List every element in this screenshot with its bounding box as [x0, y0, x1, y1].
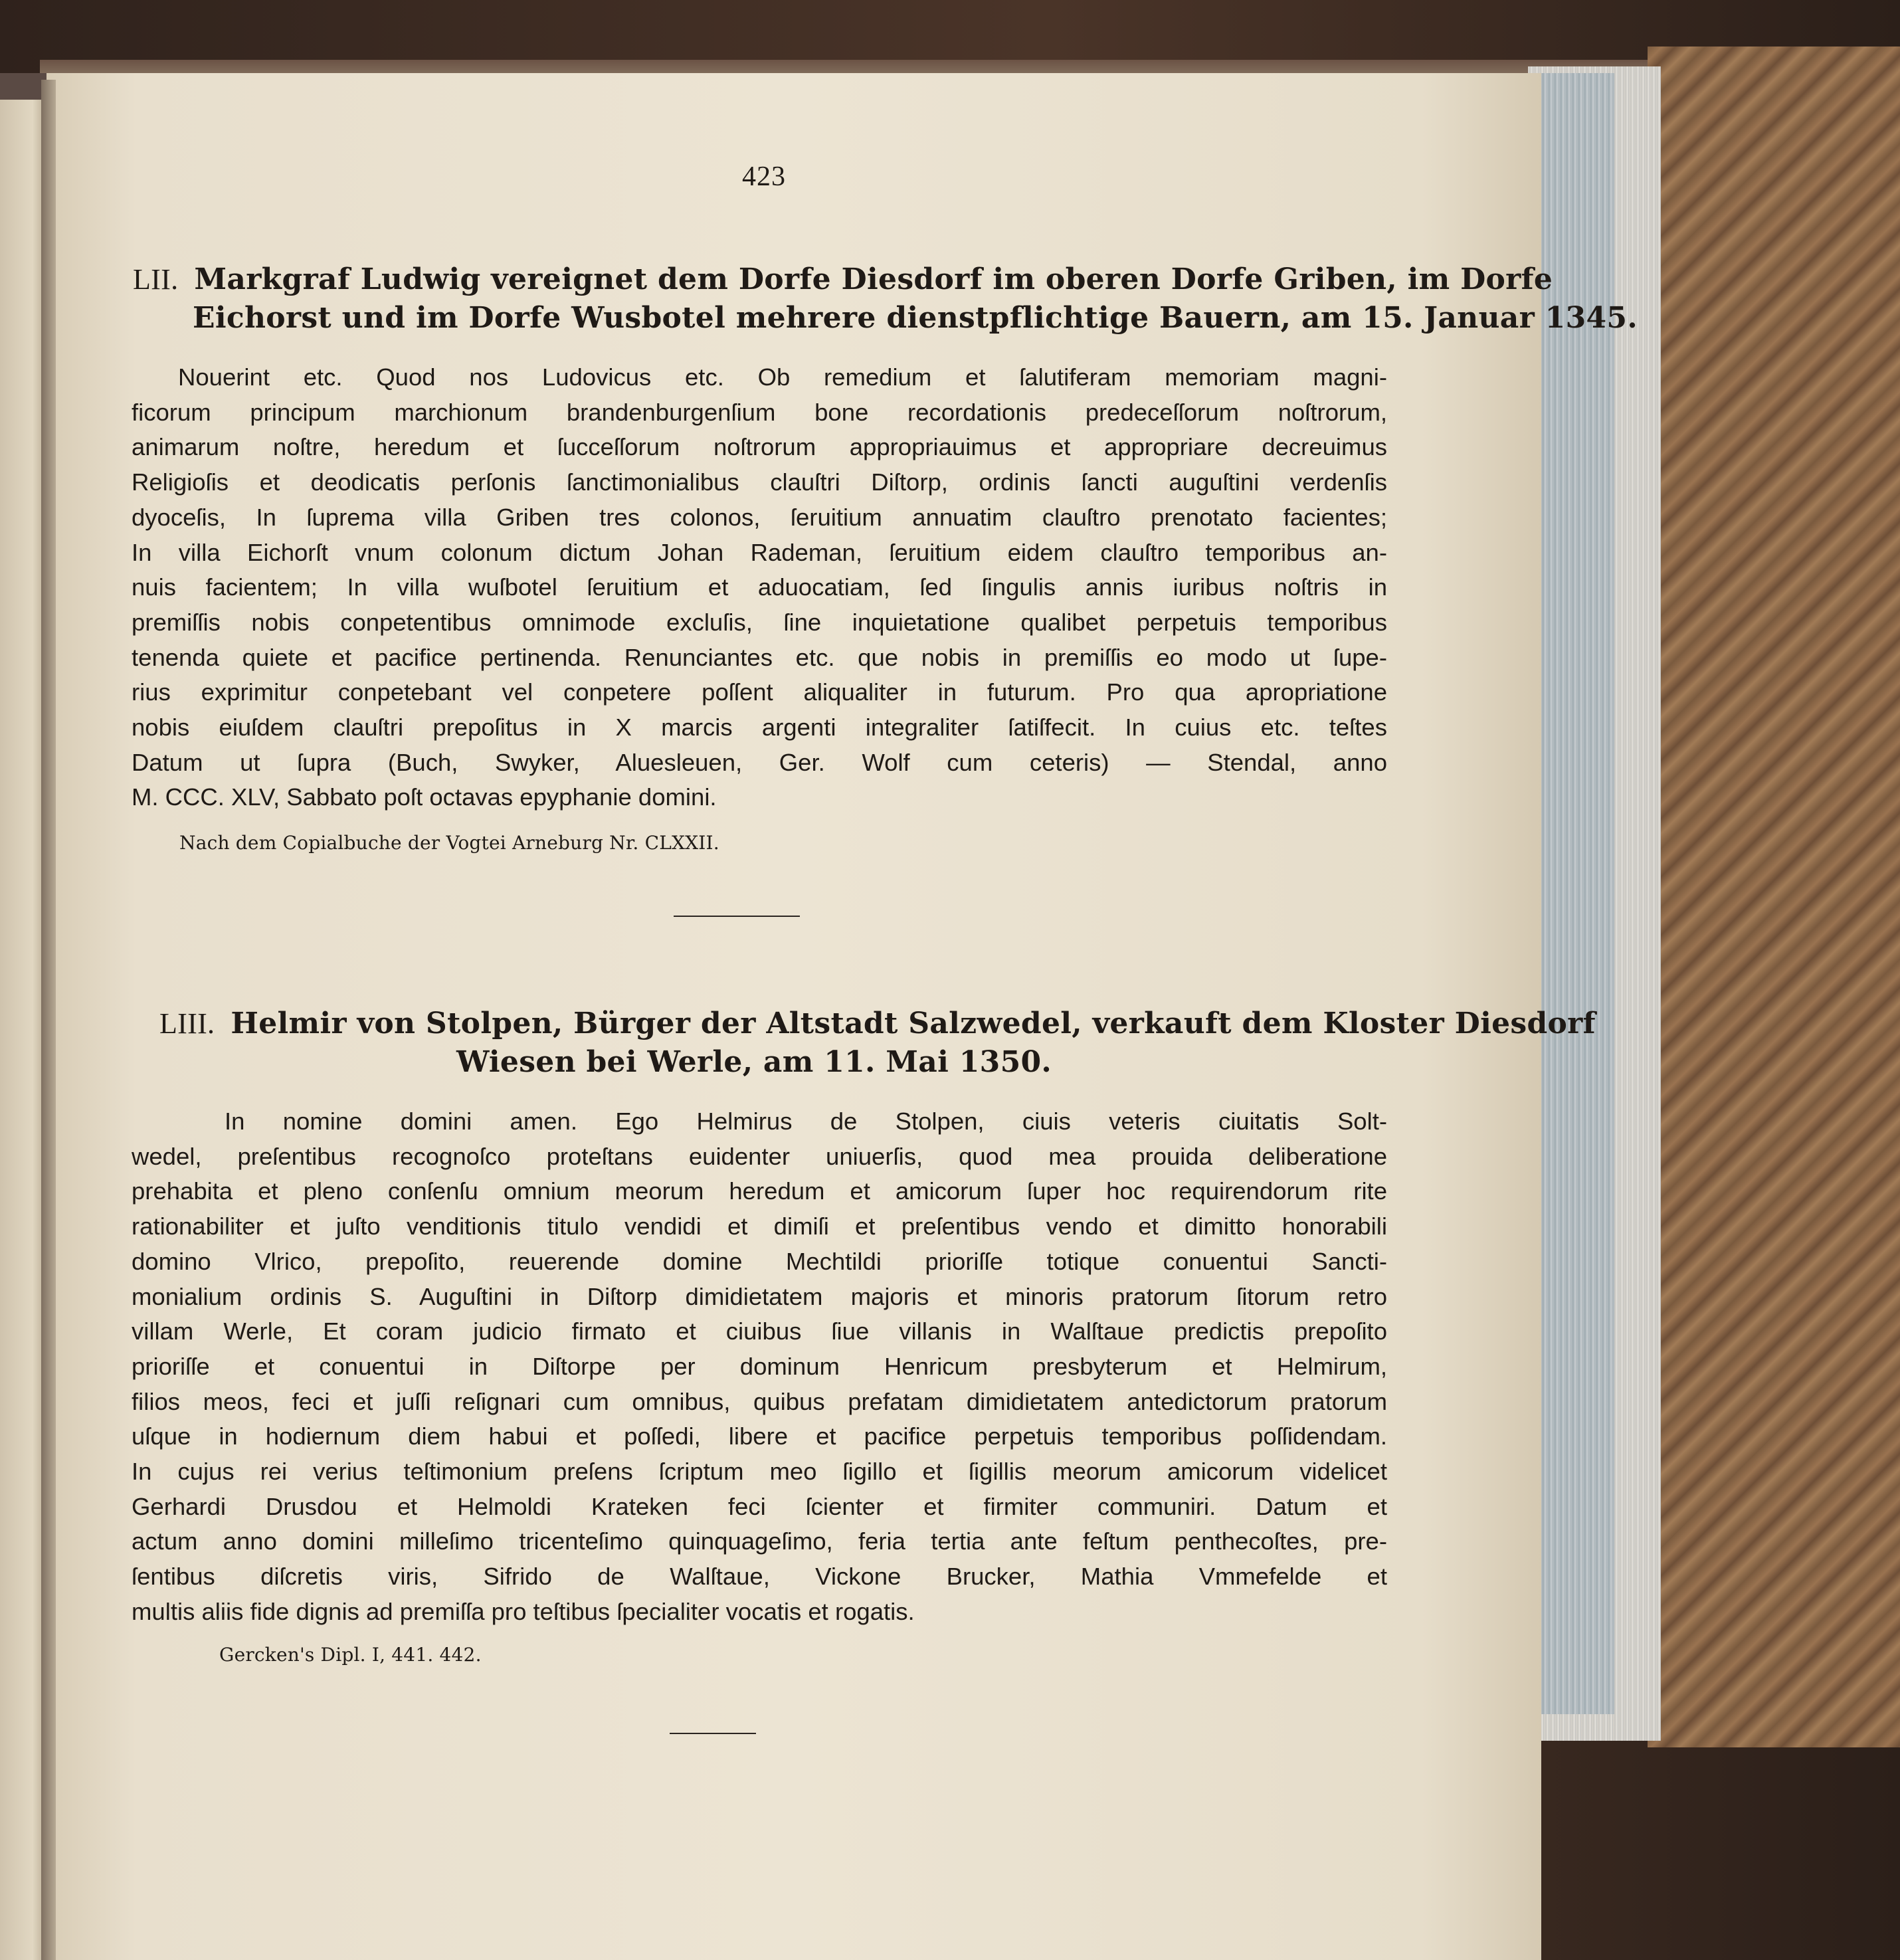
text-line: villam Werle, Et coram judicio firmato et ciuibus ſiue villanis in Walſtaue predictis prepoſito [132, 1318, 1387, 1345]
text-line: rius exprimitur conpetebant vel conpetere poſſent aliqualiter in futurum. Pro qua apropriatione [132, 678, 1387, 706]
source-citation: Nach dem Copialbuche der Vogtei Arneburg Nr. CLXXII. [179, 832, 719, 854]
text-line: nuis facientem; In villa wuſbotel ſeruitium et aduocatiam, ſed ſingulis annis iuribus noſtris in [132, 573, 1387, 601]
heading-text: Wiesen bei Werle, am 11. Mai 1350. [456, 1045, 1052, 1079]
doc-body [132, 1104, 1387, 1630]
heading-text: Markgraf Ludwig vereignet dem Dorfe Diesdorf im oberen Dorfe Griben, im Dorfe [194, 262, 1553, 296]
text-line: In cujus rei verius teſtimonium preſens ſcriptum meo ſigillo et ſigillis meorum amicorum videlicet [132, 1458, 1387, 1486]
text-line: domino Vlrico, prepoſito, reuerende domine Mechtildi prioriſſe totique conuentui Sancti- [132, 1247, 1387, 1275]
doc-numeral: LIII. [159, 1007, 215, 1040]
text-line: multis aliis fide dignis ad premiſſa pro teſtibus ſpecialiter vocatis et rogatis. [132, 1597, 915, 1625]
text-line: actum anno domini milleſimo tricenteſimo quinquageſimo, feria tertia ante feſtum penthecoſtes, pre- [132, 1527, 1387, 1555]
heading-line-1 [159, 1005, 1596, 1043]
text-line: ſentibus diſcretis viris, Sifrido de Walſtaue, Vickone Brucker, Mathia Vmmefelde et [132, 1563, 1387, 1591]
doc-body [132, 360, 1387, 815]
text-line: rationabiliter et juſto venditionis titulo vendidi et dimiſi et preſentibus vendo et dimitto honorabili [132, 1213, 1387, 1240]
marbled-cover-board [1648, 47, 1900, 1747]
heading-text: Helmir von Stolpen, Bürger der Altstadt Salzwedel, verkauft dem Kloster Diesdorf [231, 1007, 1596, 1040]
doc-numeral: LII. [133, 263, 179, 296]
text-line: tenenda quiete et pacifice pertinenda. Renunciantes etc. que nobis in premiſſis eo modo ut ſupe- [132, 643, 1387, 671]
text-line: M. CCC. XLV, Sabbato poſt octavas epyphanie domini. [132, 783, 717, 811]
page-number: 423 [742, 161, 786, 192]
text-line: nobis eiuſdem clauſtri prepoſitus in X marcis argenti integraliter ſatiſfecit. In cuius etc. teſtes [132, 714, 1387, 741]
section-divider [670, 1733, 756, 1734]
source-citation: Gercken's Dipl. I, 441. 442. [219, 1644, 482, 1666]
gutter-shadow [41, 80, 56, 1960]
doc-heading [159, 1005, 1596, 1082]
heading-text: Eichorst und im Dorfe Wusbotel mehrere dienstpflichtige Bauern, am 15. Januar 1345. [193, 301, 1638, 335]
text-line: Datum ut ſupra (Buch, Swyker, Aluesleuen, Ger. Wolf cum ceteris) — Stendal, anno [132, 748, 1387, 776]
text-line: filios meos, feci et juſſi reſignari cum omnibus, quibus prefatam dimidietatem antedictorum pratorum [132, 1387, 1387, 1415]
heading-line-1 [133, 260, 1553, 299]
doc-heading [133, 260, 1638, 338]
section-divider [674, 916, 800, 917]
text-line: prioriſſe et conuentui in Diſtorpe per dominum Henricum presbyterum et Helmirum, [132, 1352, 1387, 1380]
text-line: In nomine domini amen. Ego Helmirus de Stolpen, ciuis veteris ciuitatis Solt- [225, 1108, 1387, 1135]
text-line: monialium ordinis S. Auguſtini in Diſtorp dimidietatem majoris et minoris pratorum ſitorum retro [132, 1282, 1387, 1310]
text-line: animarum noſtre, heredum et ſucceſſorum noſtrorum appropriauimus et appropriare decreuimus [132, 433, 1387, 461]
text-line: uſque in hodiernum diem habui et poſſedi, libere et pacifice perpetuis temporibus poſſidendam. [132, 1422, 1387, 1450]
heading-line-2 [133, 299, 1638, 338]
text-line: Religioſis et deodicatis perſonis ſanctimonialibus clauſtri Diſtorp, ordinis ſancti auguſtini verdenſis [132, 468, 1387, 496]
text-line: Gerhardi Drusdou et Helmoldi Krateken feci ſcienter et firmiter communiri. Datum et [132, 1492, 1387, 1520]
text-line: Nouerint etc. Quod nos Ludovicus etc. Ob remedium et ſalutiferam memoriam magni- [178, 363, 1387, 391]
book-page [47, 73, 1638, 1960]
text-line: In villa Eichorſt vnum colonum dictum Johan Rademan, ſeruitium eidem clauſtro temporibus an- [132, 538, 1387, 566]
text-line: dyoceſis, In ſuprema villa Griben tres colonos, ſeruitium annuatim clauſtro prenotato facientes; [132, 503, 1387, 531]
text-line: ficorum principum marchionum brandenburgenſium bone recordationis predeceſſorum noſtrorum, [132, 398, 1387, 426]
text-line: wedel, preſentibus recognoſco proteſtans euidenter uniuerſis, quod mea prouida deliberatione [132, 1142, 1387, 1170]
facing-page-edge [0, 100, 47, 1960]
heading-line-2 [159, 1043, 1388, 1082]
text-line: prehabita et pleno conſenſu omnium meorum heredum et amicorum ſuper hoc requirendorum rite [132, 1177, 1387, 1205]
text-line: premiſſis nobis conpetentibus omnimode excluſis, ſine inquietatione qualibet perpetuis temporibus [132, 608, 1387, 636]
